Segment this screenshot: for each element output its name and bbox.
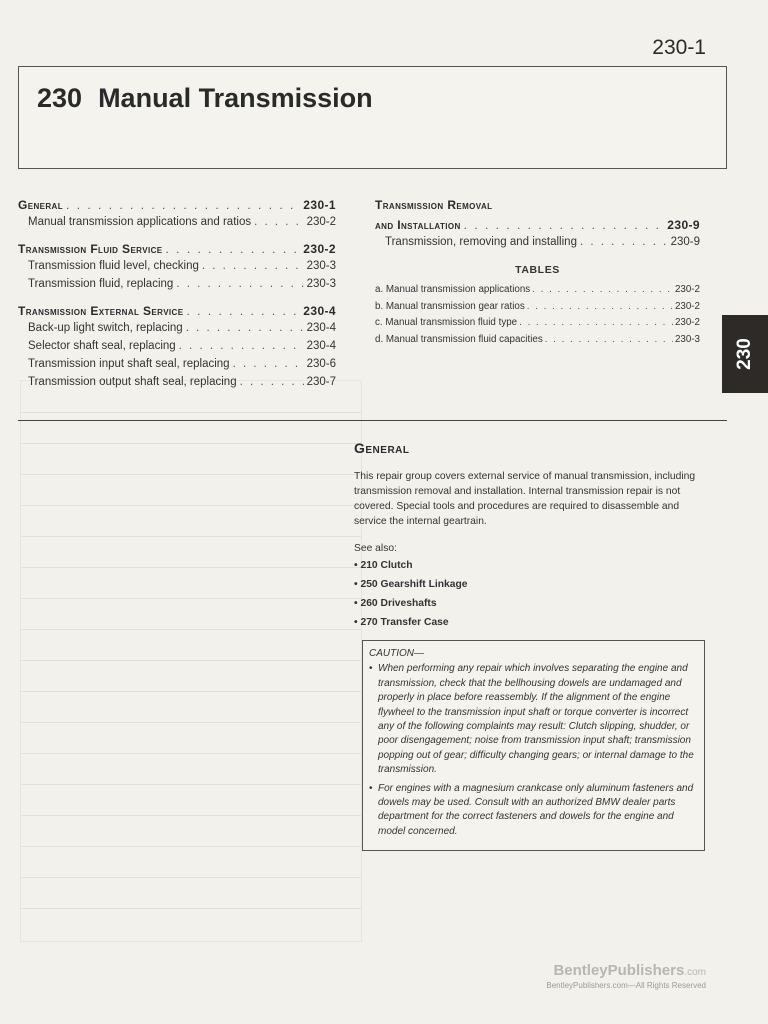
chapter-number: 230: [37, 83, 83, 113]
bleed-through-line: [21, 629, 361, 630]
dot-leader: [580, 236, 668, 248]
caution-item: [369, 662, 696, 777]
bullet-icon: •: [369, 782, 373, 794]
see-also-item[interactable]: • 270 Transfer Case: [354, 616, 449, 628]
copyright-notice: BentleyPublishers.com—All Rights Reserved: [546, 981, 706, 990]
toc-item-label: Transmission fluid, replacing: [28, 278, 174, 290]
toc-left-column: [18, 196, 336, 394]
toc-page-ref: 230-4: [303, 304, 336, 318]
chapter-title: [37, 83, 373, 114]
dot-leader: [532, 284, 673, 295]
side-tab-label: 230: [733, 338, 755, 370]
toc-item-label: Back-up light switch, replacing: [28, 322, 183, 334]
dot-leader: [464, 218, 665, 232]
table-ref-label: c. Manual transmission fluid type: [375, 317, 518, 328]
see-also-item[interactable]: • 210 Clutch: [354, 559, 413, 571]
bleed-through-line: [21, 815, 361, 816]
toc-item-label: Selector shaft seal, replacing: [28, 340, 176, 352]
bleed-through-line: [21, 660, 361, 661]
toc-page-ref: 230-6: [306, 358, 336, 370]
toc-item[interactable]: [18, 358, 336, 376]
table-ref-item[interactable]: [375, 334, 700, 351]
section-heading: General: [354, 440, 410, 456]
bleed-through-line: [21, 691, 361, 692]
dot-leader: [202, 260, 304, 272]
toc-item[interactable]: [18, 340, 336, 358]
section-body: This repair group covers external service of manual transmission, including transmission removal and installation. Internal transmission repair is not covered. Special tools and procedures are required to disassemble and service the internal geartrain.: [354, 471, 696, 528]
bleed-through-line: [21, 722, 361, 723]
caution-title: CAUTION—: [369, 648, 424, 659]
bleed-through-line: [21, 412, 361, 413]
page-number: 230-1: [652, 36, 706, 59]
general-section: [354, 438, 704, 635]
toc-heading-label: Transmission External Service: [18, 304, 184, 318]
table-ref-item[interactable]: [375, 284, 700, 301]
chapter-name: Manual Transmission: [98, 83, 373, 113]
bleed-through-line: [21, 536, 361, 537]
bleed-through-line: [21, 474, 361, 475]
bleed-through-line: [21, 846, 361, 847]
toc-heading-label: General: [18, 198, 64, 212]
toc-heading[interactable]: [18, 198, 336, 216]
dot-leader: [176, 278, 303, 290]
see-also-item[interactable]: • 250 Gearshift Linkage: [354, 578, 468, 590]
toc-page-ref: 230-4: [306, 322, 336, 334]
tables-heading: TABLES: [515, 264, 560, 276]
toc-item-label: Transmission output shaft seal, replacing: [28, 376, 237, 388]
dot-leader: [545, 334, 673, 345]
toc-page-ref: 230-9: [670, 236, 700, 248]
dot-leader: [66, 198, 300, 212]
dot-leader: [233, 358, 304, 370]
publisher-suffix: .com: [684, 967, 706, 978]
publisher-footer: [546, 962, 706, 990]
table-ref-item[interactable]: [375, 317, 700, 334]
see-also-list: [354, 559, 704, 635]
bleed-through-line: [21, 505, 361, 506]
bleed-through-line: [21, 784, 361, 785]
bleed-through-line: [21, 567, 361, 568]
caution-text: For engines with a magnesium crankcase only aluminum fasteners and dowels may be used. Consult with an authorized BMW dealer parts department for the correct fasteners and dowels for the engine and model concerned.: [378, 782, 694, 837]
bleed-through-line: [21, 443, 361, 444]
toc-heading-label: Transmission Removal: [375, 198, 493, 212]
caution-text: When performing any repair which involves separating the engine and transmission, check that the bellhousing dowels are undamaged and properly in place before reassembly. If the alignment of the engine flywheel to the transmission input shaft or torque converter is incorrect any of the following complaints may result: Clutch slipping, shudder, or poor disengagement; noise from transmission input shaft; transmission popping out of gear; difficulty changing gears; or internal damage to the transmission.: [378, 663, 694, 776]
toc-item-label: Transmission input shaft seal, replacing: [28, 358, 230, 370]
toc-heading[interactable]: [18, 304, 336, 322]
table-ref-label: a. Manual transmission applications: [375, 284, 531, 295]
bleed-through-table: [20, 380, 362, 942]
toc-item-label: Transmission fluid level, checking: [28, 260, 199, 272]
table-ref-page: 230-3: [674, 333, 700, 345]
dot-leader: [166, 242, 301, 256]
toc-page-ref: 230-7: [306, 376, 336, 388]
bullet-icon: •: [369, 663, 373, 675]
table-ref-label: d. Manual transmission fluid capacities: [375, 333, 543, 345]
toc-item-label: Transmission, removing and installing: [385, 236, 577, 248]
dot-leader: [519, 317, 673, 328]
toc-item[interactable]: [18, 216, 336, 234]
toc-page-ref: 230-2: [306, 216, 336, 228]
dot-leader: [254, 216, 303, 228]
table-ref-page: 230-2: [674, 317, 700, 328]
toc-heading[interactable]: [18, 242, 336, 260]
toc-page-ref: 230-4: [306, 340, 336, 352]
tables-list: [375, 284, 700, 350]
toc-right-column: [375, 196, 700, 350]
dot-leader: [240, 376, 304, 388]
caution-item: [369, 782, 696, 840]
table-ref-page: 230-2: [674, 300, 700, 312]
bleed-through-line: [21, 877, 361, 878]
bleed-through-line: [21, 908, 361, 909]
chapter-side-tab: [722, 315, 768, 393]
dot-leader: [179, 340, 304, 352]
table-ref-item[interactable]: [375, 301, 700, 318]
toc-item[interactable]: [18, 376, 336, 394]
toc-page-ref: 230-2: [303, 242, 336, 256]
section-divider: [18, 420, 727, 421]
dot-leader: [527, 301, 673, 312]
toc-heading[interactable]: [375, 198, 700, 216]
table-ref-label: b. Manual transmission gear ratios: [375, 300, 525, 312]
toc-heading-label: and Installation: [375, 218, 461, 232]
caution-list: [369, 662, 696, 839]
toc-item[interactable]: [18, 260, 336, 278]
toc-heading-label: Transmission Fluid Service: [18, 242, 163, 256]
bleed-through-line: [21, 753, 361, 754]
dot-leader: [186, 322, 304, 334]
toc-item[interactable]: [18, 322, 336, 340]
see-also-label: See also:: [354, 542, 397, 554]
toc-page-ref: 230-3: [306, 278, 336, 290]
toc-item[interactable]: [375, 236, 700, 254]
toc-page-ref: 230-9: [667, 218, 700, 232]
see-also-item[interactable]: • 260 Driveshafts: [354, 597, 437, 609]
toc-page-ref: 230-3: [306, 260, 336, 272]
toc-spacer: [18, 296, 336, 302]
toc-item-label: Manual transmission applications and ratios: [28, 216, 252, 228]
toc-heading[interactable]: [375, 218, 700, 236]
table-ref-page: 230-2: [674, 284, 700, 295]
caution-box: [362, 640, 705, 851]
publisher-logo: [546, 962, 706, 979]
bleed-through-line: [21, 598, 361, 599]
dot-leader: [186, 304, 300, 318]
toc-item[interactable]: [18, 278, 336, 296]
chapter-title-box: [18, 66, 727, 169]
publisher-name: BentleyPublishers: [553, 962, 685, 979]
toc-page-ref: 230-1: [303, 198, 336, 212]
toc-spacer: [18, 234, 336, 240]
